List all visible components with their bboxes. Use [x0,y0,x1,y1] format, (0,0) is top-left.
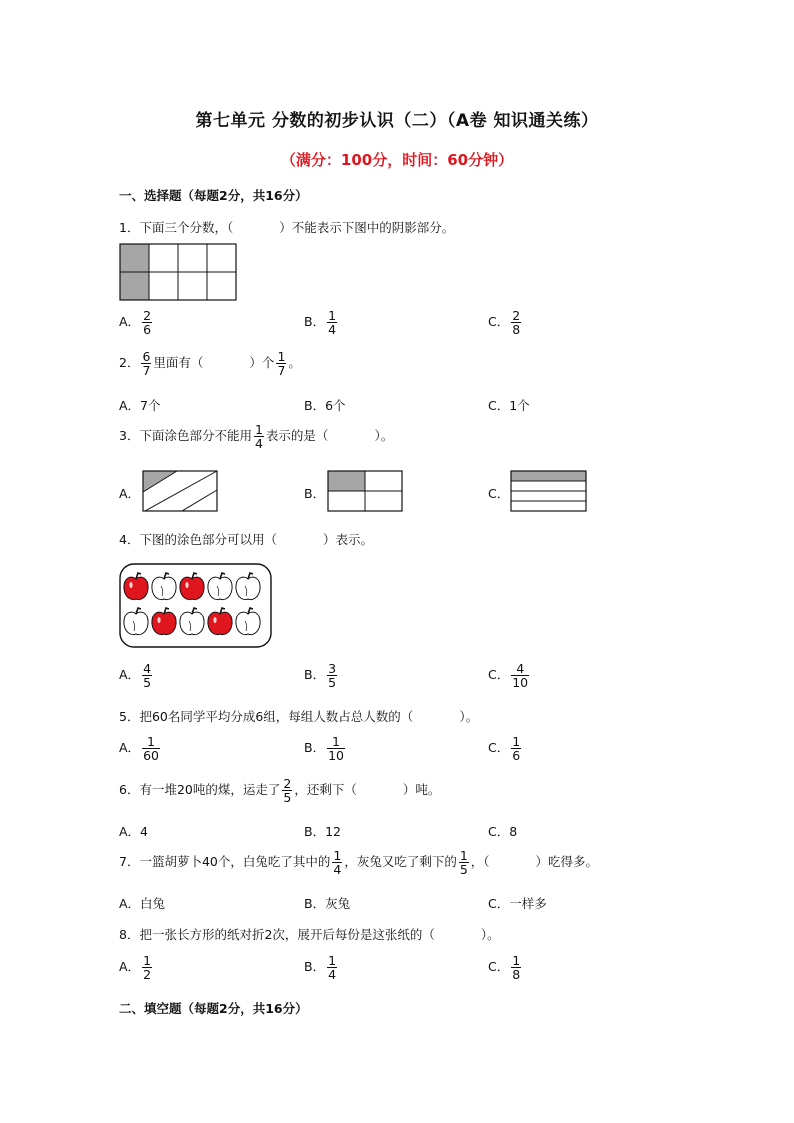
q1-option-a[interactable]: A． $\frac{2}{6}$ [119,308,152,338]
q2-option-b[interactable]: B．6个 [304,398,346,413]
q3-option-c-figure[interactable] [510,470,588,513]
q6-option-b[interactable]: B．12 [304,824,341,839]
red-apple-icon [180,573,204,600]
page-subtitle: （满分：100分，时间：60分钟） [280,151,514,169]
q4-option-b[interactable]: B． $\frac{3}{5}$ [304,661,337,691]
white-apple-icon [236,608,260,635]
question-5: 5．把60名同学平均分成6组，每组人数占总人数的（ ）。 [119,709,479,724]
question-6: 6．有一堆20吨的煤，运走了 $\frac{2}{5}$ ，还剩下（ ）吨。 [119,776,441,806]
question-8: 8．把一张长方形的纸对折2次，展开后每份是这张纸的（ ）。 [119,927,500,942]
q4-apple-figure [119,563,273,649]
q5-option-a[interactable]: A． $\frac{1}{60}$ [119,734,159,764]
q1-shaded-grid-figure [119,243,237,301]
section-heading-choice: 一、选择题（每题2分，共16分） [119,188,308,203]
q8-option-a[interactable]: A． $\frac{1}{2}$ [119,953,152,983]
q2-option-c[interactable]: C．1个 [488,398,530,413]
q6-option-c[interactable]: C．8 [488,824,518,839]
question-1 [119,218,454,236]
q3-option-a-label[interactable]: A． [119,486,141,501]
q8-option-c[interactable]: C． $\frac{1}{8}$ [488,953,521,983]
red-apple-icon [152,608,176,635]
q3-option-c-label[interactable]: C． [488,486,510,501]
q7-option-c[interactable]: C．一样多 [488,896,547,911]
white-apple-icon [236,573,260,600]
page-title: 第七单元 分数的初步认识（二）（A卷 知识通关练） [195,111,599,131]
q3-option-b-label[interactable]: B． [304,486,326,501]
q4-option-c[interactable]: C． $\frac{4}{10}$ [488,661,529,691]
q7-option-a[interactable]: A．白兔 [119,896,166,911]
shaded-cell [120,244,149,272]
question-2: 2． $\frac{6}{7}$ 里面有（ ）个 $\frac{1}{7}$ 。 [119,349,301,379]
white-apple-icon [152,573,176,600]
q7-option-b[interactable]: B．灰兔 [304,896,351,911]
q8-option-b[interactable]: B． $\frac{1}{4}$ [304,953,337,983]
q5-option-b[interactable]: B． $\frac{1}{10}$ [304,734,344,764]
q1-option-b[interactable]: B． $\frac{1}{4}$ [304,308,337,338]
white-apple-icon [124,608,148,635]
white-apple-icon [180,608,204,635]
q1-option-c[interactable]: C． $\frac{2}{8}$ [488,308,521,338]
shaded-cell [120,272,149,300]
section-heading-fill-in: 二、填空题（每题2分，共16分） [119,1001,308,1016]
q6-option-a[interactable]: A．4 [119,824,149,839]
q4-option-a[interactable]: A． $\frac{4}{5}$ [119,661,152,691]
question-3: 3．下面涂色部分不能用 $\frac{1}{4}$ 表示的是（ ）。 [119,422,394,452]
q2-option-a[interactable]: A．7个 [119,398,161,413]
question-7: 7．一篮胡萝卜40个，白兔吃了其中的 $\frac{1}{4}$ ，灰兔又吃了剩下的 $\frac{1}{5}$ ，（ ）吃得多。 [119,848,599,878]
question-4: 4．下图的涂色部分可以用（ ）表示。 [119,532,373,547]
q3-option-a-figure[interactable] [142,470,219,513]
red-apple-icon [208,608,232,635]
question-1-text-b: ）不能表示下图中的阴影部分。 [279,220,455,235]
white-apple-icon [208,573,232,600]
question-1-text-a: 1．下面三个分数，（ [119,220,234,235]
red-apple-icon [124,573,148,600]
q5-option-c[interactable]: C． $\frac{1}{6}$ [488,734,521,764]
q3-option-b-figure[interactable] [327,470,404,513]
